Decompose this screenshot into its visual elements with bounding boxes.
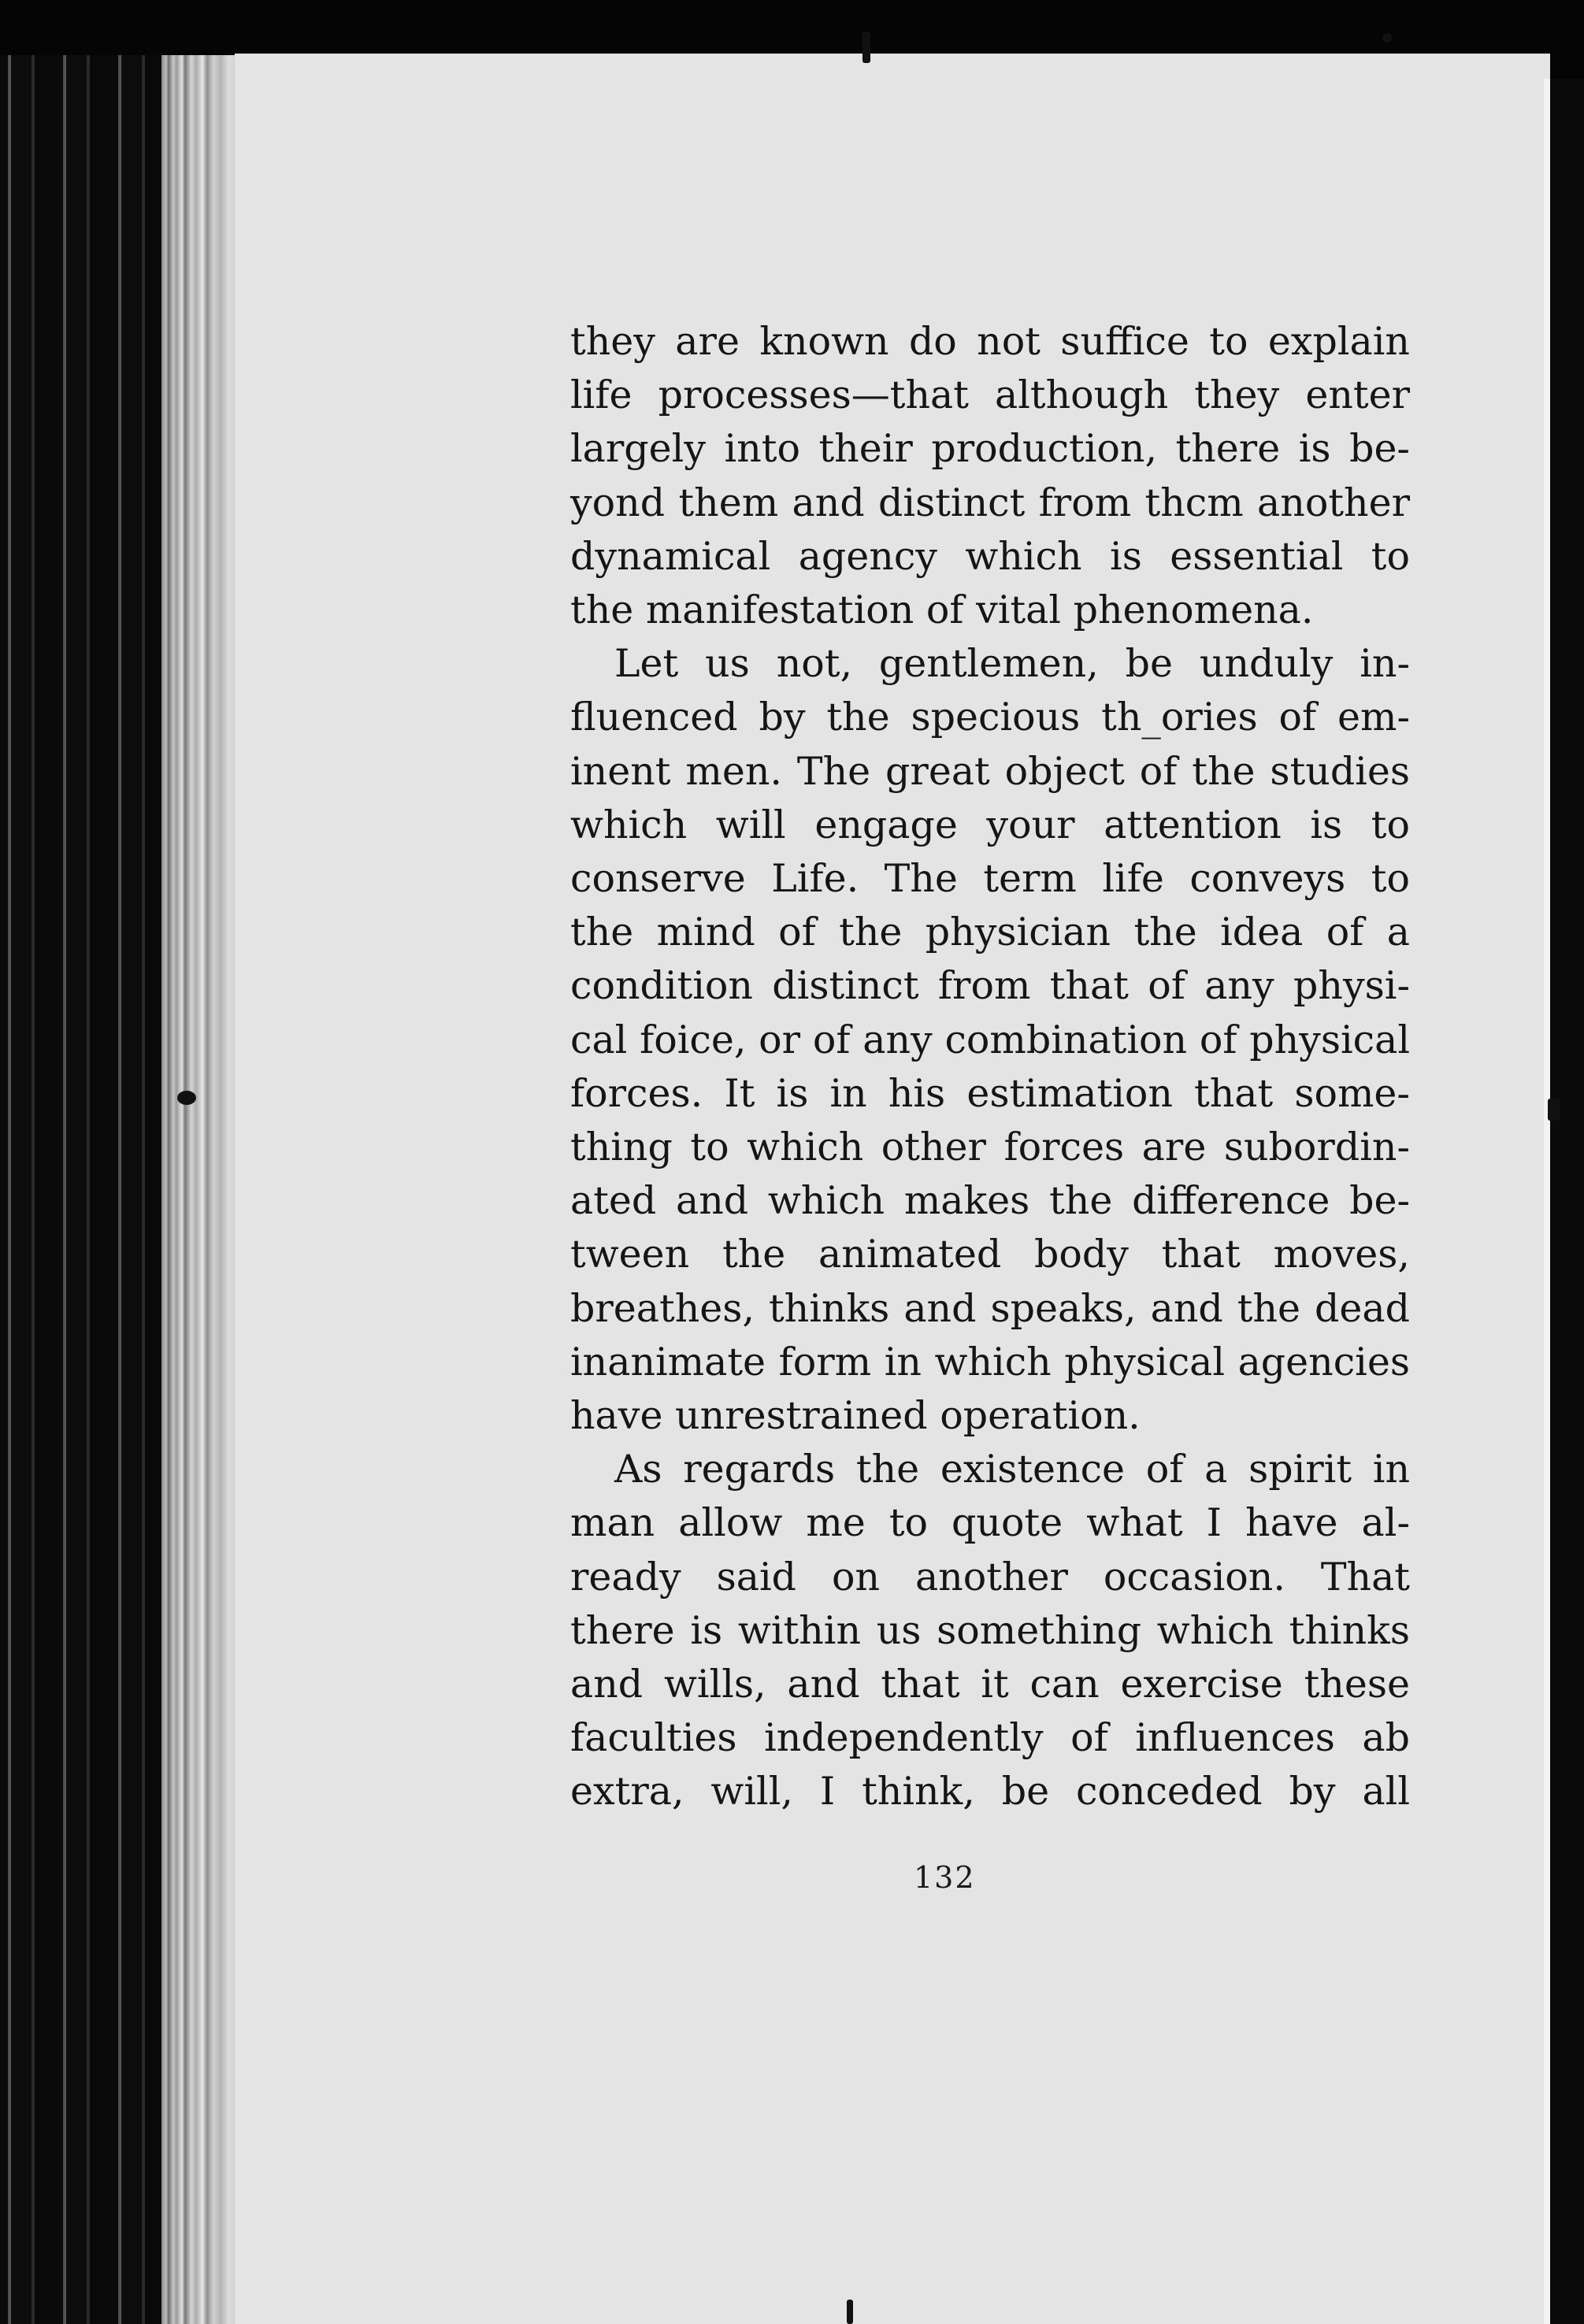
text-line: faculties independently of influences ab bbox=[570, 1715, 1410, 1761]
text-line: inent men. The great object of the studies bbox=[570, 748, 1410, 794]
text-line: ready said on another occasion. That bbox=[570, 1554, 1410, 1599]
page-number: 132 bbox=[914, 1860, 976, 1895]
scan-speck bbox=[177, 1091, 196, 1105]
text-line: there is within us something which thinks bbox=[570, 1607, 1410, 1653]
text-line: the manifestation of vital phenomena. bbox=[570, 587, 1314, 633]
text-line: breathes, thinks and speaks, and the dead bbox=[570, 1285, 1410, 1331]
text-line: which will engage your attention is to bbox=[570, 802, 1410, 847]
text-line: yond them and distinct from thcm another bbox=[570, 480, 1410, 525]
text-line: they are known do not suffice to explain bbox=[570, 319, 1410, 364]
paragraph-2 bbox=[570, 637, 1410, 1443]
paragraph-1 bbox=[570, 315, 1410, 637]
scan-speck bbox=[862, 32, 870, 63]
text-line: forces. It is in his estimation that some- bbox=[570, 1070, 1410, 1116]
text-line: thing to which other forces are subordin- bbox=[570, 1125, 1410, 1170]
text-line: fluenced by the specious th_ories of em- bbox=[570, 695, 1410, 740]
body-text bbox=[570, 315, 1410, 1819]
text-line: have unrestrained operation. bbox=[570, 1393, 1141, 1439]
text-line: life processes—that although they enter bbox=[570, 373, 1410, 418]
text-line: inanimate form in which physical agencies bbox=[570, 1339, 1410, 1384]
scan-speck bbox=[1548, 1099, 1560, 1121]
right-border bbox=[1550, 79, 1584, 2324]
scan-speck bbox=[1382, 33, 1392, 43]
text-line: condition distinct from that of any physi- bbox=[570, 963, 1410, 1009]
page-edges bbox=[161, 55, 236, 2324]
text-line: dynamical agency which is essential to bbox=[570, 533, 1410, 579]
text-line: tween the animated body that moves, bbox=[570, 1232, 1410, 1277]
text-line: the mind of the physician the idea of a bbox=[570, 910, 1410, 955]
text-line: Let us not, gentlemen, be unduly in- bbox=[614, 641, 1410, 687]
scan-speck bbox=[847, 2300, 853, 2324]
text-line: and wills, and that it can exercise these bbox=[570, 1662, 1410, 1707]
text-line: cal foice, or of any combination of physical bbox=[570, 1017, 1410, 1062]
text-line: ated and which makes the difference be- bbox=[570, 1178, 1410, 1224]
text-line: largely into their production, there is be- bbox=[570, 426, 1410, 472]
text-line: conserve Life. The term life conveys to bbox=[570, 856, 1410, 902]
paragraph-3 bbox=[570, 1443, 1410, 1818]
text-line: extra, will, I think, be conceded by all bbox=[570, 1769, 1410, 1814]
text-line: As regards the existence of a spirit in bbox=[614, 1447, 1410, 1492]
text-line: man allow me to quote what I have al- bbox=[570, 1500, 1410, 1546]
